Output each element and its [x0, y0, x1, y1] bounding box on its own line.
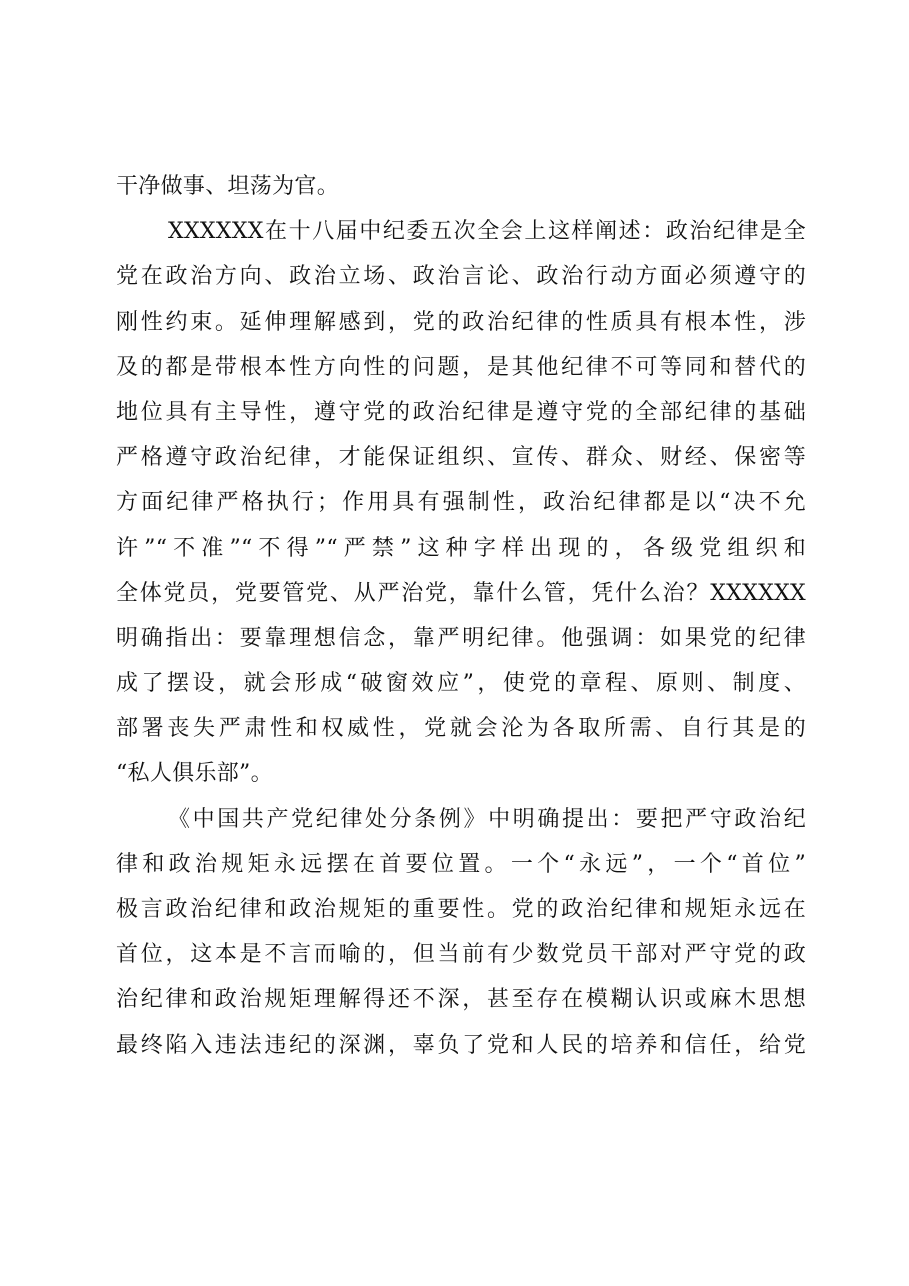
text-line: 明确指出：要靠理想信念，靠严明纪律。他强调：如果党的纪律: [116, 625, 806, 651]
text-line: 治纪律和政治规矩理解得还不深，甚至存在模糊认识或麻木思想: [116, 987, 806, 1013]
text-line: 刚性约束。延伸理解感到，党的政治纪律的性质具有根本性，涉: [116, 309, 806, 335]
paragraph-first-line: XXXXXX在十八届中纪委五次全会上这样阐述：政治纪律是全: [168, 219, 806, 245]
text-line: 全体党员，党要管党、从严治党，靠什么管，凭什么治？XXXXXX: [116, 580, 806, 606]
text-line: 律和政治规矩永远摆在首要位置。一个“永远”，一个“首位”: [116, 851, 806, 877]
text-line: 地位具有主导性，遵守党的政治纪律是遵守党的全部纪律的基础: [116, 399, 806, 425]
text-line: 最终陷入违法违纪的深渊，辜负了党和人民的培养和信任，给党: [116, 1032, 806, 1058]
text-line: 严格遵守政治纪律，才能保证组织、宣传、群众、财经、保密等: [116, 445, 806, 471]
text-line: 首位，这本是不言而喻的，但当前有少数党员干部对严守党的政: [116, 942, 806, 968]
text-line: 方面纪律严格执行；作用具有强制性，政治纪律都是以“决不允: [116, 490, 806, 516]
document-body: [116, 164, 806, 1068]
text-line: 部署丧失严肃性和权威性，党就会沦为各取所需、自行其是的: [116, 716, 806, 742]
text-line: 及的都是带根本性方向性的问题，是其他纪律不可等同和替代的: [116, 354, 806, 380]
text-line: 许”“不准”“不得”“严禁”这种字样出现的，各级党组织和: [116, 535, 806, 561]
text-line: 党在政治方向、政治立场、政治言论、政治行动方面必须遵守的: [116, 264, 806, 290]
text-line: 成了摆设，就会形成“破窗效应”，使党的章程、原则、制度、: [116, 671, 806, 697]
text-line: 干净做事、坦荡为官。: [116, 174, 340, 199]
text-line: “私人俱乐部”。: [116, 761, 273, 787]
text-line: 极言政治纪律和政治规矩的重要性。党的政治纪律和规矩永远在: [116, 897, 806, 922]
paragraph-first-line: 《中国共产党纪律处分条例》中明确提出：要把严守政治纪: [168, 806, 806, 832]
